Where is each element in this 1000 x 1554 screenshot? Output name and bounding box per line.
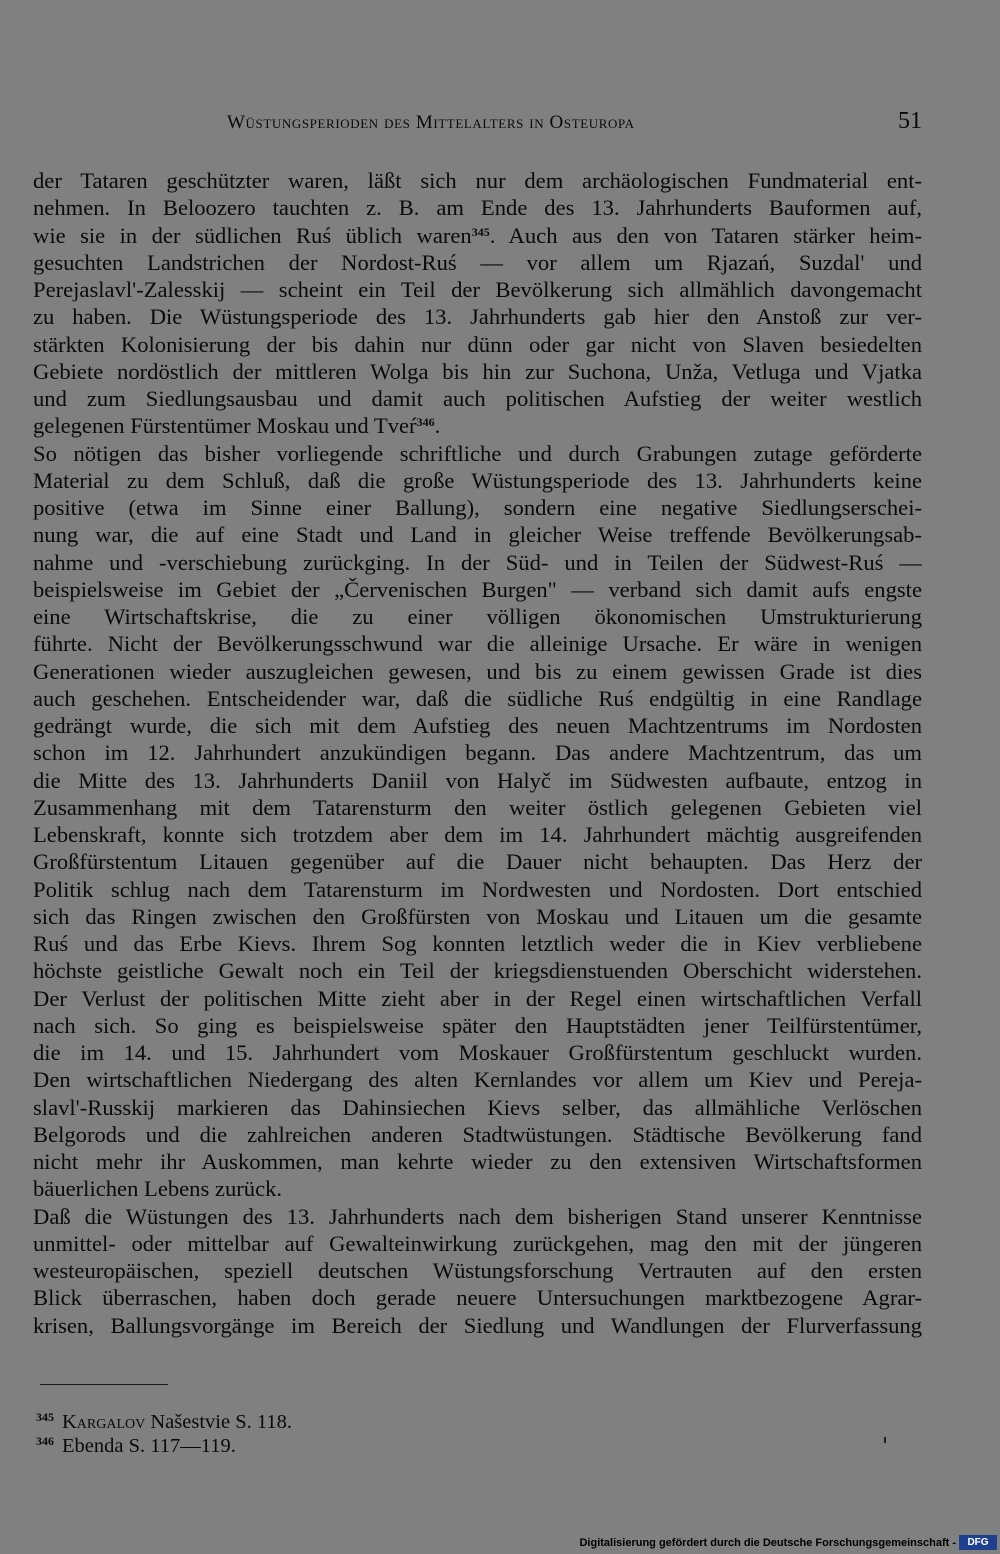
text-line: gedrängt wurde, die sich mit dem Aufstieg des neuen Machtzentrums im Nordosten: [33, 713, 922, 738]
text-line: Zusammenhang mit dem Tatarensturm den weiter östlich gelegenen Gebieten viel: [33, 794, 922, 820]
running-head: Wüstungsperioden des Mittelalters in Osteuropa: [227, 112, 635, 133]
text-line: die Mitte des 13. Jahrhunderts Daniil von Halyč im Südwesten aufbaute, entzog in: [33, 767, 922, 793]
text-line: Perejaslavl'-Zalesskij — scheint ein Teil der Bevölkerung sich allmählich davongemacht: [33, 277, 922, 302]
footnote-author: Kargalov: [62, 1411, 146, 1433]
footnote-345: [36, 1410, 292, 1434]
text-line: Ruś und das Erbe Kievs. Ihrem Sog konnten letztlich weder die in Kiev verbliebene: [33, 931, 922, 956]
text-line: nung war, die auf eine Stadt und Land in gleicher Weise treffende Bevölkerungsab-: [33, 522, 922, 548]
text-line: nach sich. So ging es beispielsweise später den Hauptstädten jener Teilfürstentümer,: [33, 1012, 922, 1038]
text-line: auch geschehen. Entscheidender war, daß die südliche Ruś endgültig in eine Randlage: [33, 685, 922, 711]
text-line: unmittel- oder mittelbar auf Gewalteinwirkung zurückgehen, mag den mit der jüngeren: [33, 1230, 922, 1256]
digitization-credit: Digitalisierung gefördert durch die Deutsche Forschungsgemeinschaft -: [579, 1537, 956, 1549]
footnotes: [36, 1410, 292, 1458]
text-line: bäuerlichen Lebens zurück.: [33, 1176, 283, 1202]
footnote-ref-345[interactable]: 345: [471, 224, 490, 239]
text-fragment: wie sie in der südlichen Ruś üblich waren: [33, 222, 472, 248]
footnote-ref-346[interactable]: 346: [416, 415, 435, 430]
text-line: Daß die Wüstungen des 13. Jahrhunderts nach dem bisherigen Stand unserer Kenntnisse: [33, 1203, 922, 1229]
text-line: Generationen wieder auszugleichen gewesen, und bis zu einem gewissen Grade ist dies: [33, 658, 922, 684]
text-line: Großfürstentum Litauen gegenüber auf die Dauer nicht behaupten. Das Herz der: [33, 849, 922, 875]
text-line: positive (etwa im Sinne einer Ballung), sondern eine negative Siedlungserschei-: [33, 495, 922, 520]
text-line: slavl'-Russkij markieren das Dahinsiechen Kievs selber, das allmähliche Verlöschen: [33, 1094, 922, 1120]
text-line: Lebenskraft, konnte sich trotzdem aber dem im 14. Jahrhundert mächtig ausgreifenden: [33, 822, 922, 847]
footnote-text: Našestvie S. 118.: [150, 1411, 292, 1433]
text-line: zu haben. Die Wüstungsperiode des 13. Jahrhunderts gab hier den Anstoß zur ver-: [33, 304, 922, 330]
text-line: gesuchten Landstrichen der Nordost-Ruś — vor allem um Rjazań, Suzdal' und: [33, 249, 922, 275]
footnote-rule: [40, 1384, 168, 1385]
text-line: westeuropäischen, speziell deutschen Wüstungsforschung Vertrauten auf den ersten: [33, 1258, 922, 1283]
text-line: sich das Ringen zwischen den Großfürsten von Moskau und Litauen um die gesamte: [33, 903, 922, 929]
text-line: führte. Nicht der Bevölkerungsschwund war die alleinige Ursache. Er wäre in wenigen: [33, 631, 922, 657]
text-line: die im 14. und 15. Jahrhundert vom Moskauer Großfürstentum geschluckt wurden.: [33, 1040, 922, 1065]
text-line: nicht mehr ihr Auskommen, man kehrte wieder zu den extensiven Wirtschaftsformen: [33, 1149, 922, 1174]
text-line: Gebiete nordöstlich der mittleren Wolga bis hin zur Suchona, Unža, Vetluga und Vjatka: [33, 358, 922, 384]
page-header: [32, 110, 922, 140]
text-line: nahme und -verschiebung zurückging. In der Süd- und in Teilen der Südwest-Ruś —: [33, 549, 922, 575]
text-line: [33, 222, 922, 249]
footnote-text: Ebenda S. 117—119.: [62, 1435, 236, 1457]
text-line: eine Wirtschaftskrise, die zu einer völligen ökonomischen Umstrukturierung: [33, 604, 922, 629]
scan-speck: [884, 1437, 886, 1443]
text-line: der Tataren geschützter waren, läßt sich nur dem archäologischen Fundmaterial ent-: [33, 168, 922, 193]
text-line: So nötigen das bisher vorliegende schriftliche und durch Grabungen zutage geförderte: [33, 440, 922, 466]
text-line: Den wirtschaftlichen Niedergang des alten Kernlandes vor allem um Kiev und Pereja-: [33, 1067, 922, 1093]
text-line: Blick überraschen, haben doch gerade neuere Untersuchungen marktbezogene Agrar-: [33, 1285, 922, 1311]
text-fragment: . Auch aus den von Tataren stärker heim-: [489, 222, 922, 248]
text-line: und zum Siedlungsausbau und damit auch politischen Aufstieg der weiter westlich: [33, 386, 922, 411]
text-fragment: gelegenen Fürstentümer Moskau und Tveŕ: [33, 413, 417, 439]
text-line: nehmen. In Beloozero tauchten z. B. am Ende des 13. Jahrhunderts Bauformen auf,: [33, 195, 922, 221]
text-line: [33, 412, 922, 439]
text-line: höchste geistliche Gewalt noch ein Teil der kriegsdienstuenden Oberschicht widerstehen.: [33, 958, 922, 984]
text-line: krisen, Ballungsvorgänge im Bereich der Siedlung und Wandlungen der Flurverfassung: [33, 1312, 922, 1338]
text-line: Der Verlust der politischen Mitte zieht aber in der Regel einen wirtschaftlichen Verfall: [33, 985, 922, 1011]
text-line: Politik schlug nach dem Tatarensturm im Nordwesten und Nordosten. Dort entschied: [33, 876, 922, 902]
text-fragment: .: [434, 413, 441, 439]
dfg-logo[interactable]: DFG: [959, 1535, 997, 1550]
text-line: beispielsweise im Gebiet der „Červenischen Burgen" — verband sich damit aufs engste: [33, 576, 922, 602]
footnote-mark: 345: [36, 1410, 54, 1424]
footnote-346: [36, 1434, 292, 1458]
body-text: [33, 167, 922, 1339]
text-line: schon im 12. Jahrhundert anzukündigen begann. Das andere Machtzentrum, das um: [33, 740, 922, 766]
text-line: Material zu dem Schluß, daß die große Wüstungsperiode des 13. Jahrhunderts keine: [33, 467, 922, 493]
text-line: stärkten Kolonisierung der bis dahin nur dünn oder gar nicht von Slaven besiedelten: [33, 331, 922, 357]
footnote-mark: 346: [36, 1434, 54, 1448]
text-line: Belgorods und die zahlreichen anderen Stadtwüstungen. Städtische Bevölkerung fand: [33, 1121, 922, 1147]
page-number: 51: [898, 108, 922, 134]
